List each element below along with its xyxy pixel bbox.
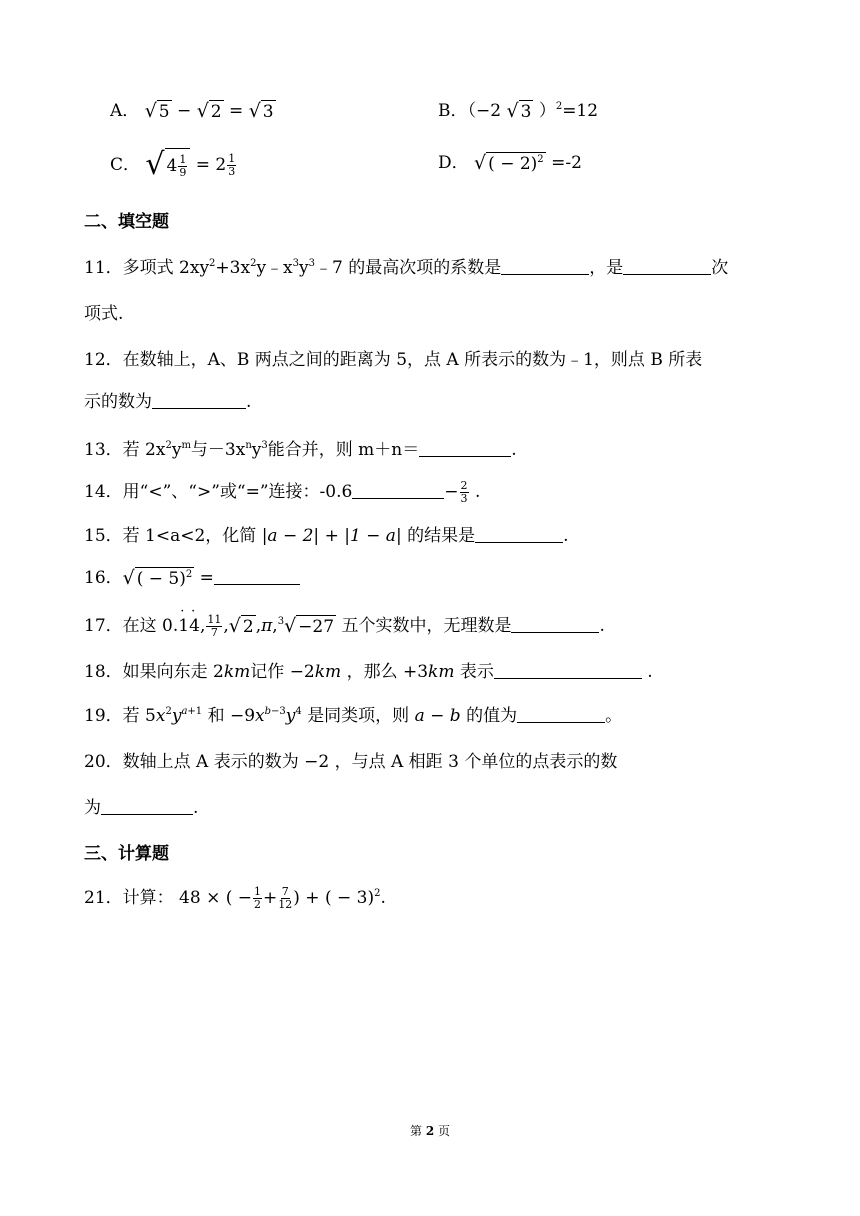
section-calc-heading: 三、计算题 — [84, 844, 169, 864]
sqrt-3: √ 3 — [248, 100, 274, 122]
number-list: 0.· 1· 4, $\frac{11}{7}$ , √ 2 ,π,$^3$ √ −27 — [162, 616, 336, 636]
question-14: 14．用“<”、“>”或“=”连接：-0.6 − $\frac{2}{3}$ . — [84, 479, 481, 505]
sqrt-mixed: √ 4 $\frac{1}{9}$ — [145, 148, 190, 183]
question-18: 18．如果向东走 2km记作 −2km ，那么 +3km 表示 . — [84, 662, 653, 682]
section-fill-heading: 二、填空题 — [84, 212, 169, 232]
question-12-cont: 示的数为 . — [84, 392, 252, 412]
answer-blank[interactable] — [352, 480, 444, 499]
answer-blank[interactable] — [623, 256, 711, 275]
sqrt-2: √ 2 — [196, 100, 222, 122]
option-c-label: C． — [110, 155, 141, 175]
question-20-cont: 为 . — [84, 798, 199, 818]
option-b: B．（−2 √ 3 ）$^2$=12 — [438, 100, 599, 122]
page-number: 2 — [425, 1124, 435, 1138]
option-b-label: B．（−2 — [438, 101, 502, 121]
answer-blank[interactable] — [475, 524, 563, 543]
sqrt-neg5-sq: √ ( − 5)$^2$ — [122, 567, 193, 589]
question-17: 17．在这 0.· 1· 4, $\frac{11}{7}$ , √ 2 ,π,$^3$ √ −27 五个实数中，无理数是 . — [84, 614, 605, 639]
option-c: C． √ 4 $\frac{1}{9}$ = 2 $\frac{1}{3}$ — [110, 147, 236, 182]
option-d-label: D． — [438, 153, 469, 173]
question-13: 13．若 $2x^2y^m$与$-3x^ny^3$能合并，则 m＋n＝ . — [84, 440, 517, 460]
question-19: 19．若 $5x^2y^{a+1}$ 和 $-9x^{b-3}y^4$ 是同类项，则 a − b 的值为 。 — [84, 706, 623, 726]
answer-blank[interactable] — [214, 566, 300, 585]
answer-blank[interactable] — [494, 660, 642, 679]
answer-blank[interactable] — [419, 438, 511, 457]
answer-blank[interactable] — [101, 796, 193, 815]
abs-expression: |a − 2| + |1 − a| — [261, 526, 402, 546]
option-a-label: A． — [110, 101, 140, 121]
answer-blank[interactable] — [511, 614, 599, 633]
sqrt-neg2-sq: √ ( − 2)$^2$ — [474, 152, 544, 174]
option-a: A． √ 5 − √ 2 = √ 3 — [110, 100, 274, 122]
question-11-cont: 项式. — [84, 304, 124, 324]
question-20: 20．数轴上点 A 表示的数为 −2 ，与点 A 相距 3 个单位的点表示的数 — [84, 752, 618, 772]
sqrt-5: √ 5 — [144, 100, 170, 122]
answer-blank[interactable] — [501, 256, 589, 275]
answer-blank[interactable] — [517, 704, 605, 723]
option-d: D． √ ( − 2)$^2$ =-2 — [438, 152, 582, 174]
page-footer: 第 2 页 — [409, 1124, 451, 1138]
sqrt-3b: √ 3 — [506, 100, 532, 122]
question-21: 21．计算： 48 × ( − $\frac{1}{2}$ + $\frac{7}{12}$ ) + ( − 3)$^2$. — [84, 885, 386, 911]
question-12: 12．在数轴上，A、B 两点之间的距离为 5，点 A 所表示的数为﹣1，则点 B 所表 — [84, 350, 703, 370]
answer-blank[interactable] — [152, 390, 246, 409]
question-16: 16． √ ( − 5)$^2$ = — [84, 566, 300, 590]
question-11: 11．多项式 $2xy^2+3x^2y﹣x^3y^3﹣7$ 的最高次项的系数是 ，是 次 — [84, 258, 729, 278]
question-15: 15．若 1<a<2，化简 |a − 2| + |1 − a| 的结果是 . — [84, 526, 569, 546]
